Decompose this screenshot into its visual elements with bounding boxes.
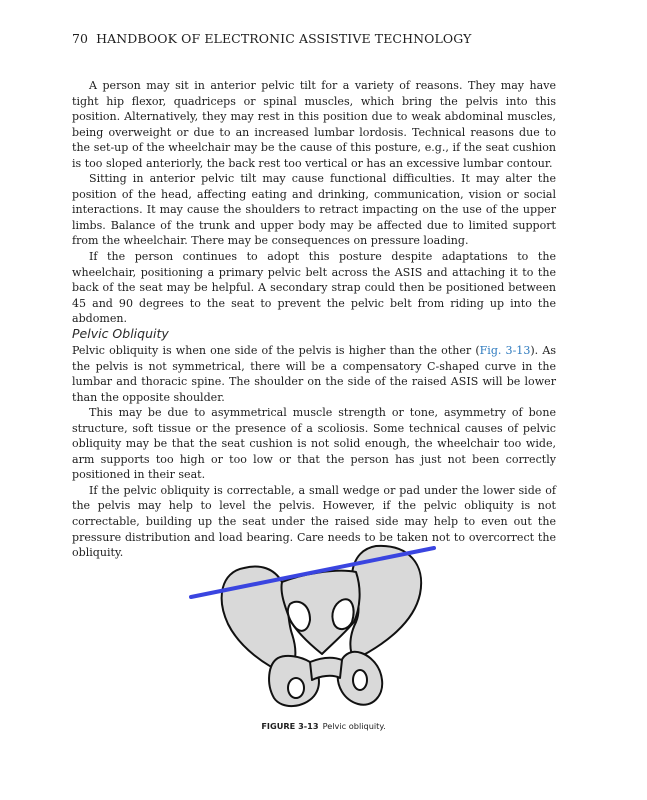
paragraph	[72, 343, 556, 405]
section-heading: Pelvic Obliquity	[72, 326, 169, 341]
figure-reference-link[interactable]: Fig. 3-13	[479, 344, 531, 357]
figure-caption	[0, 721, 647, 731]
paragraph: If the pelvic obliquity is correctable, a small wedge or pad under the lower side of the pelvis may help to level the pelvis. However, if the pelvic obliquity is not correctable, building up the seat under the raised side may help to even out the pressure distribution and load bearing. Care needs to be taken not to overcorrect the obliquity.	[72, 483, 556, 560]
left-obturator-foramen	[288, 678, 304, 698]
pubic-symphysis	[310, 658, 342, 680]
figure-label: FIGURE 3-13	[261, 721, 319, 731]
pelvis-figure	[186, 538, 446, 717]
running-title: HANDBOOK OF ELECTRONIC ASSISTIVE TECHNOLOGY	[96, 31, 472, 46]
paragraph-text: ). As the pelvis is not symmetrical, there will be a compensatory C-shaped curve in the lumbar and thoracic spine. The shoulder on the side of the raised ASIS will be lower than the opposite shoulder.	[72, 344, 556, 404]
paragraph-text: Pelvic obliquity is when one side of the pelvis is higher than the other (	[72, 344, 480, 357]
right-obturator-foramen	[353, 670, 367, 690]
figure-caption-text: Pelvic obliquity.	[322, 721, 386, 731]
body-text-obliquity	[72, 343, 556, 561]
body-text-top	[72, 78, 556, 327]
paragraph: A person may sit in anterior pelvic tilt for a variety of reasons. They may have tight hip flexor, quadriceps or spinal muscles, which bring the pelvis into this position. Alternatively, they may rest in this position due to weak abdominal muscles, being overweight or due to an increased lumbar lordosis. Technical reasons due to the set-up of the wheelchair may be the cause of this posture, e.g., if the seat cushion is too sloped anteriorly, the back rest too vertical or has an excessive lumbar contour.	[72, 79, 556, 170]
left-sacral-notch	[288, 602, 310, 631]
page-number: 70	[72, 31, 89, 46]
pelvis-illustration	[186, 538, 446, 713]
paragraph: If the person continues to adopt this posture despite adaptations to the wheelchair, positioning a primary pelvic belt across the ASIS and attaching it to the back of the seat may be helpful. A secondary strap could then be positioned between 45 and 90 degrees to the seat to prevent the pelvic belt from riding up into the abdomen.	[72, 250, 556, 326]
paragraph: Sitting in anterior pelvic tilt may cause functional difficulties. It may alter the position of the head, affecting eating and drinking, communication, vision or social interactions. It may cause the shoulders to retract impacting on the use of the upper limbs. Balance of the trunk and upper body may be affected due to limited support from the wheelchair. There may be consequences on pressure loading.	[72, 172, 556, 248]
paragraph: This may be due to asymmetrical muscle strength or tone, asymmetry of bone structure, soft tissue or the presence of a scoliosis. Some technical causes of pelvic obliquity may be that the seat cushion is not solid enough, the wheelchair too wide, arm supports too high or too low or that the person has just not been correctly positioned in their seat.	[72, 406, 556, 482]
running-header	[72, 31, 471, 46]
